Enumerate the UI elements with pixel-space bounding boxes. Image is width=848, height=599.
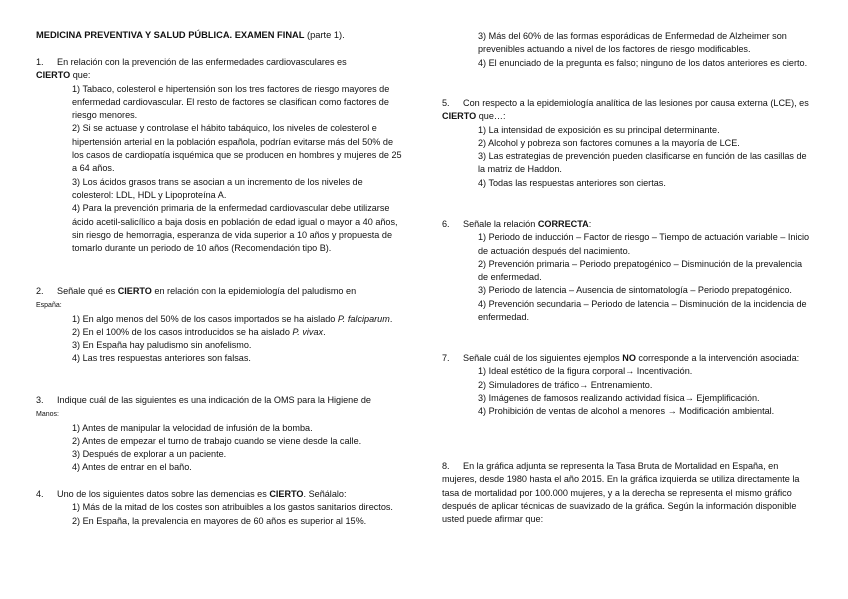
question-6-stem: 6. Señale la relación CORRECTA: [442, 219, 592, 229]
question-3-option-1: 1) Antes de manipular la velocidad de infusión de la bomba. [72, 422, 313, 433]
question-1 [36, 56, 406, 255]
question-6 [442, 218, 810, 324]
question-4-option-4: 4) El enunciado de la pregunta es falso; ninguno de los datos anteriores es cierto. [478, 57, 808, 68]
question-3-option-3: 3) Después de explorar a un paciente. [72, 449, 227, 460]
question-3 [36, 394, 406, 475]
question-8 [442, 460, 810, 526]
question-2-option-3: 3) En España hay paludismo sin anofelismo. [72, 340, 252, 351]
question-5-option-4: 4) Todas las respuestas anteriores son ciertas. [478, 177, 666, 188]
question-5-option-2: 2) Alcohol y pobreza son factores comunes a la mayoría de LCE. [478, 137, 740, 148]
question-4 [36, 488, 406, 528]
question-6-option-4: 4) Prevención secundaria – Periodo de latencia – Disminución de la incidencia de enfermedad. [478, 298, 807, 323]
question-5 [442, 97, 810, 190]
question-1-option-3: 3) Los ácidos grasos trans se asocian a un incremento de los niveles de colesterol: LDL, HDL y Lipoproteína A. [72, 176, 363, 200]
question-5-option-3: 3) Las estrategias de prevención pueden clasificarse en función de las casillas de la matriz de Haddon. [478, 151, 807, 175]
question-4-option-3: 3) Más del 60% de las formas esporádicas de Enfermedad de Alzheimer son prevenibles actuando a nivel de los factores de riesgo modificables. [478, 31, 787, 55]
question-6-option-1: 1) Periodo de inducción – Factor de riesgo – Tiempo de actuación variable – Inicio de actuación después del nacimiento. [478, 232, 810, 256]
question-2 [36, 285, 406, 366]
question-1-option-2: 2) Si se actuase y controlase el hábito tabáquico, los niveles de colesterol e hipertensión arterial en la población española, podrían evitarse más del 50% de los casos de cardiopatía isquémica que se producen en hombres y mujeres de 25 a 64 años. [72, 123, 402, 174]
question-7-option-4: 4) Prohibición de ventas de alcohol a menores → Modificación ambiental. [478, 406, 775, 417]
question-1-option-4: 4) Para la prevención primaria de la enfermedad cardiovascular debe utilizarse ácido acetil-salicílico a baja dosis en población de edad igual o mayor a 40 años, sin riesgo de hemorragia, esperanza de vida superior a 10 años y propuesta de tomarlo durante un periodo de 10 años (Recomendación tipo B). [72, 203, 398, 254]
question-4-option-2: 2) En España, la prevalencia en mayores de 60 años es superior al 15%. [72, 515, 367, 526]
page-title: MEDICINA PREVENTIVA Y SALUD PÚBLICA. EXAMEN FINAL (parte 1). [36, 30, 345, 40]
question-2-stem: 2. Señale qué es CIERTO en relación con la epidemiología del paludismo en España: [36, 286, 357, 310]
question-7 [442, 352, 810, 418]
question-1-stem: 1. En relación con la prevención de las enfermedades cardiovasculares es CIERTO que: [36, 57, 347, 81]
question-8-stem: 8. En la gráfica adjunta se representa la Tasa Bruta de Mortalidad en España, en mujeres, desde 1980 hasta el año 2015. En la gráfica izquierda se utiliza directamente la tasa de mortalidad por 100.000 mujeres, y a la derecha se representa el mismo gráfico después de aplicar técnicas de suavizado de la gráfica. Según la información disponible usted puede afirmar que: [442, 461, 800, 525]
question-7-option-2: 2) Simuladores de tráfico→ Entrenamiento. [478, 379, 653, 390]
question-2-option-2: 2) En el 100% de los casos introducidos se ha aislado P. vivax. [72, 326, 326, 337]
question-3-stem: 3. Indique cuál de las siguientes es una indicación de la OMS para la Higiene de Manos: [36, 395, 371, 419]
question-4-continued [442, 30, 810, 70]
question-3-option-2: 2) Antes de empezar el turno de trabajo cuando se viene desde la calle. [72, 435, 362, 446]
question-7-option-3: 3) Imágenes de famosos realizando actividad física→ Ejemplificación. [478, 392, 760, 403]
question-7-option-1: 1) Ideal estético de la figura corporal→ Incentivación. [478, 366, 693, 377]
question-1-option-1: 1) Tabaco, colesterol e hipertensión son los tres factores de riesgo mayores de enfermedad cardiovascular. El resto de factores se clasifican como factores de riesgo menores. [72, 83, 390, 121]
question-4-option-1: 1) Más de la mitad de los costes son atribuibles a los gastos sanitarios directos. [72, 502, 393, 513]
question-3-option-4: 4) Antes de entrar en el baño. [72, 462, 192, 473]
question-5-stem: 5. Con respecto a la epidemiología analítica de las lesiones por causa externa (LCE), es CIERTO que…: [442, 98, 809, 122]
question-4-stem: 4. Uno de los siguientes datos sobre las demencias es CIERTO. Señálalo: [36, 489, 347, 499]
question-5-option-1: 1) La intensidad de exposición es su principal determinante. [478, 124, 720, 135]
question-6-option-3: 3) Periodo de latencia – Ausencia de sintomatología – Periodo prepatogénico. [478, 285, 792, 296]
question-7-stem: 7. Señale cuál de los siguientes ejemplos NO corresponde a la intervención asociada: [442, 353, 800, 363]
question-6-option-2: 2) Prevención primaria – Periodo prepatogénico – Disminución de la prevalencia de enfermedad. [478, 258, 803, 283]
question-2-option-4: 4) Las tres respuestas anteriores son falsas. [72, 353, 251, 364]
question-2-option-1: 1) En algo menos del 50% de los casos importados se ha aislado P. falciparum. [72, 313, 393, 324]
